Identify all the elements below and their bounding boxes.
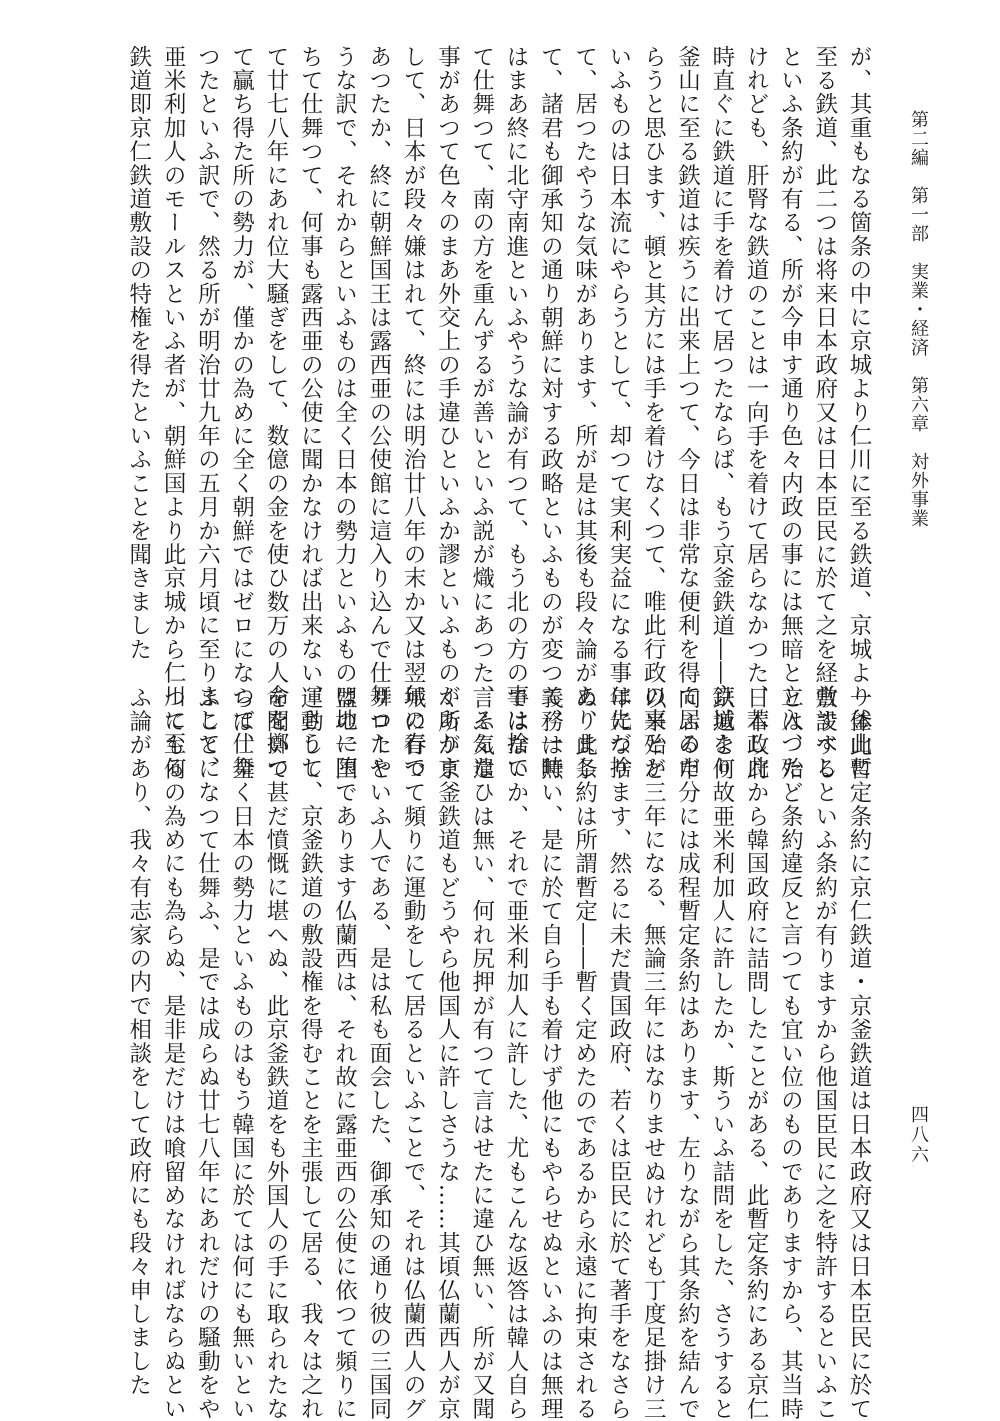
text-column: 亜米利加人のモールスといふ者が、朝鮮国より此京城から仁川に至る (160, 45, 187, 780)
text-column: 時直ぐに鉄道に手を着けて居つたならば、もう京釜鉄道――京城より (708, 45, 735, 780)
text-column: うな訳で、それからといふものは全く日本の勢力といふものは地に堕 (331, 45, 358, 780)
text-column: つたといふ訳で、然る所が明治廿九年の五月か六月頃に至りまして、 (194, 45, 221, 780)
text-column: ではないか、それで亜米利加人に許した、尤もこんな返答は韓人自ら (503, 686, 530, 1421)
text-column: 至る鉄道、此二つは将来日本政府又は日本臣民に於て之を経営すべし (811, 45, 838, 780)
text-column: 運動して、京釜鉄道の敷設権を得むことを主張して居る、我々は之れ (297, 686, 324, 1421)
text-column: ぬ、此条約は所謂暫定――暫く定めたのであるから永遠に拘束される (571, 686, 598, 1421)
text-column: て廿七八年にあれ位大騒ぎをして、数億の金を使ひ数万の人命を擲つ (262, 45, 289, 780)
text-column: とは、殆ど条約違反と言つても宜い位のものでありますから、其当時 (777, 686, 804, 1421)
text-column: て、居つたやうな気味があります、所が是は其後も段々論がありまし (571, 45, 598, 780)
text-column: 盟の一国であります仏蘭西は、それ故に露亜西の公使に依つて頻りに (331, 686, 358, 1421)
text-column: はまあ終に北守南進といふやうな論が有つて、もう北の方の事は捨て (503, 45, 530, 780)
text-column: けれども、肝腎な鉄道のことは一向手を着けて居らなかつた、若し此 (743, 45, 770, 780)
text-column: 鉄道即京仁鉄道敷設の特権を得たといふことを聞きました (125, 45, 152, 662)
text-column: らうと思ひます、頓と其方には手を着けなくつて、唯此行政の事とか (640, 45, 667, 780)
text-column: いふものは日本流にやらうとして、却つて実利実益になる事は先づ捨 (605, 45, 632, 780)
text-column: て仕舞つて、南の方を重んずるが善いといふ説が熾にあつた、そんな (468, 45, 495, 780)
text-column: 年になります、然るに未だ貴国政府、若くは臣民に於て著手をなさら (605, 686, 632, 1421)
text-column: 釜山に至る鉄道は疾うに出来上つて、今日は非常な便利を得て居るだ (674, 45, 701, 780)
text-column: して、日本が段々嫌はれて、終には明治廿八年の末か又は翌年の春で (400, 45, 427, 780)
text-column: 向ふの申分には成程暫定条約はあります、左りながら其条約を結んで (674, 686, 701, 1421)
text-column: ふことになつて仕舞ふ、是では成らぬ廿七八年にあれだけの騒動をや (194, 686, 221, 1421)
lower-text-block (80, 686, 876, 1421)
text-column: らば、全く日本の勢力といふものはもう韓国に於ては何にも無いとい (228, 686, 255, 1421)
text-column: リローといふ人である、是は私も面会した、御承知の通り彼の三国同 (365, 686, 392, 1421)
text-column: 敷設するといふ条約が有りますから他国臣民に之を特許するといふこ (811, 686, 838, 1421)
running-head: 第二編 第一部 実業・経済 第六章 対外事業 (908, 110, 929, 528)
text-column: が、其重もなる箇条の中に京城より仁川に至る鉄道、京城より釜山に (846, 45, 872, 780)
text-column: 城に行つて頻りに運動をして居るといふことで、それは仏蘭西人のグ (400, 686, 427, 1421)
text-column: を聞いて甚だ憤慨に堪へぬ、此京釜鉄道をも外国人の手に取られたな (262, 686, 289, 1421)
page-number: 四八六 (908, 1105, 929, 1165)
text-column: 言ふ気遣ひは無い、何れ尻押が有つて言はせたに違ひ無い、所が又聞 (468, 686, 495, 1421)
text-column: く所が京釜鉄道もどうやら他国人に許しさうな……其頃仏蘭西人が京 (434, 686, 461, 1421)
text-column: て贏ち得た所の勢力が、僅かの為めに全く朝鮮ではゼロになつて仕舞 (228, 45, 255, 780)
text-column: 一体此暫定条約に京仁鉄道・京釜鉄道は日本政府又は日本臣民に於て (846, 686, 872, 1421)
text-column: 以来殆ど三年になる、無論三年にはなりませぬけれども丁度足掛け三 (640, 686, 667, 1421)
text-column: つても何の為めにも為らぬ、是非是だけは喰留めなければならぬとい (160, 686, 187, 1421)
text-column: あつたか、終に朝鮮国王は露西亜の公使館に這入り込んで仕舞つたや (365, 45, 392, 780)
text-column: 鉄道を何故亜米利加人に許したか、斯ういふ詰問をした、さうすると (708, 686, 735, 1421)
text-column: 日本政府から韓国政府に詰問したことがある、此暫定条約にある京仁 (743, 686, 770, 1421)
text-column: といふ条約が有る、所が今申す通り色々内政の事には無暗と立入つた (777, 45, 804, 780)
text-column: て、諸君も御承知の通り朝鮮に対する政略といふものが変つて、一時 (537, 45, 564, 780)
text-column: 義務は無い、是に於て自ら手も着けず他にもやらせぬといふのは無理 (537, 686, 564, 1421)
text-column: 事があつて色々のまあ外交上の手違ひといふか謬といふものがありま (434, 45, 461, 780)
upper-text-block (80, 45, 876, 780)
text-column: ふ論があり、我々有志家の内で相談をして政府にも段々申しました (125, 686, 152, 1397)
text-column: ちて仕舞つて、何事も露西亜の公使に聞かなければ出来ない、さうし (297, 45, 324, 780)
